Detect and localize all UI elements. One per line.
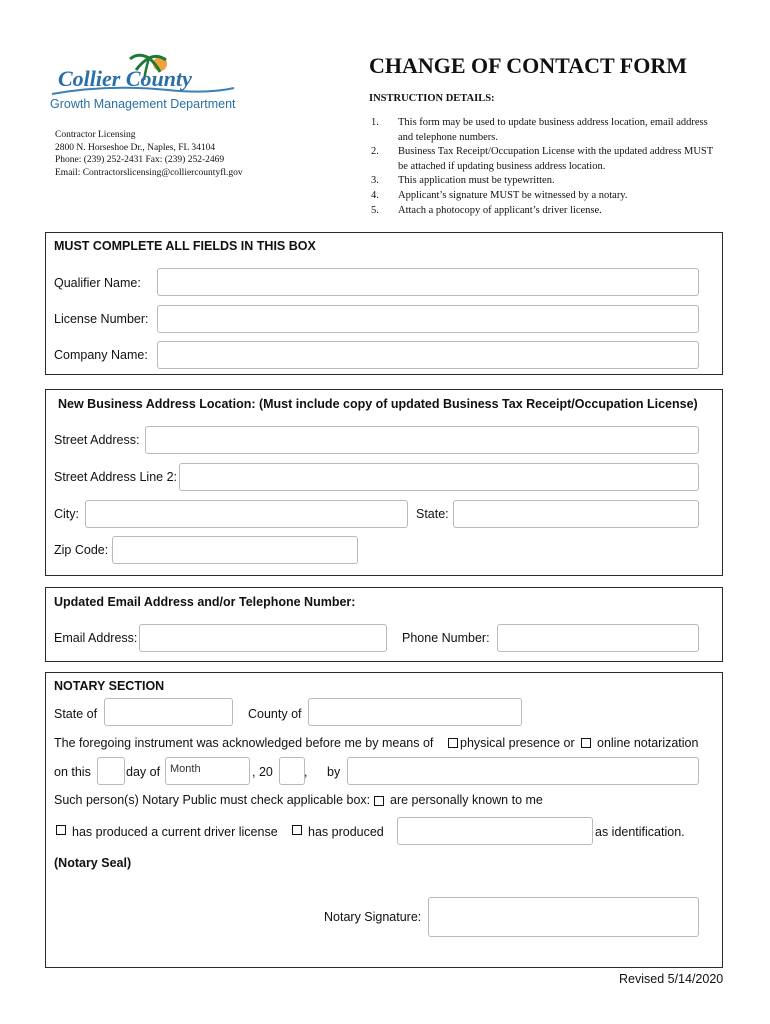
- instruction-text: This form may be used to update business address location, email address and telephone numbers.: [398, 117, 708, 143]
- email-address-label: Email Address:: [54, 631, 138, 645]
- year-field[interactable]: [279, 757, 308, 785]
- identification-type-field[interactable]: [397, 817, 593, 845]
- revision-date: Revised 5/14/2020: [619, 972, 724, 986]
- zip-code-label: Zip Code:: [54, 543, 109, 557]
- notary-seal-label: (Notary Seal): [54, 856, 132, 870]
- month-value: Month: [170, 763, 201, 775]
- address-line-4: Email: Contractorslicensing@colliercountyfl.gov: [55, 167, 243, 178]
- month-field[interactable]: [165, 757, 250, 785]
- street-address-line2-label: Street Address Line 2:: [54, 470, 177, 484]
- address-line-3: Phone: (239) 252-2431 Fax: (239) 252-2469: [55, 155, 225, 165]
- instruction-text: This application must be typewritten.: [398, 175, 555, 186]
- notary-signature-label: Notary Signature:: [324, 910, 422, 924]
- qualifier-name-field[interactable]: [157, 268, 699, 296]
- city-label: City:: [54, 507, 79, 521]
- office-address: [55, 129, 243, 179]
- online-notarization-label: online notarization: [597, 736, 699, 750]
- personally-known-label: are personally known to me: [390, 793, 543, 807]
- driver-license-label: has produced a current driver license: [72, 825, 278, 839]
- instruction-item-1: [371, 116, 721, 146]
- street-address-label: Street Address:: [54, 433, 140, 447]
- address-line-2: 2800 N. Horseshoe Dr., Naples, FL 34104: [55, 142, 216, 153]
- notary-state-field[interactable]: [104, 698, 233, 726]
- county-logo: [48, 50, 243, 116]
- address-line-1: Contractor Licensing: [55, 130, 136, 140]
- day-field[interactable]: [97, 757, 125, 785]
- logo-department: Growth Management Department: [50, 97, 236, 111]
- physical-presence-checkbox[interactable]: [448, 738, 458, 748]
- logo-name: Collier County: [58, 66, 192, 91]
- company-name-field[interactable]: [157, 341, 699, 369]
- online-notarization-checkbox[interactable]: [581, 738, 591, 748]
- phone-number-label: Phone Number:: [402, 631, 490, 645]
- state-field[interactable]: [453, 500, 699, 528]
- instruction-num: 5.: [371, 205, 379, 216]
- email-address-field[interactable]: [139, 624, 387, 652]
- instruction-text: Business Tax Receipt/Occupation License with the updated address MUST be attached if updating business address location.: [398, 146, 713, 172]
- personally-known-checkbox[interactable]: [374, 796, 384, 806]
- section3-heading: Updated Email Address and/or Telephone Number:: [54, 595, 356, 609]
- such-person-text: Such person(s) Notary Public must check applicable box:: [54, 793, 371, 807]
- on-this-label: on this: [54, 765, 91, 779]
- as-identification-label: as identification.: [595, 825, 685, 839]
- instruction-item-4: [371, 189, 721, 204]
- section1-heading: MUST COMPLETE ALL FIELDS IN THIS BOX: [54, 239, 316, 253]
- year-prefix-label: , 20: [252, 765, 273, 779]
- instruction-text: Attach a photocopy of applicant’s driver license.: [398, 205, 602, 216]
- license-number-label: License Number:: [54, 312, 149, 326]
- day-of-label: day of: [126, 765, 161, 779]
- year-comma: ,: [304, 765, 308, 779]
- instruction-num: 2.: [371, 146, 379, 157]
- instruction-num: 4.: [371, 190, 379, 201]
- notary-heading: NOTARY SECTION: [54, 679, 165, 693]
- notary-county-field[interactable]: [308, 698, 522, 726]
- license-number-field[interactable]: [157, 305, 699, 333]
- zip-code-field[interactable]: [112, 536, 358, 564]
- instruction-num: 3.: [371, 175, 379, 186]
- has-produced-label: has produced: [308, 825, 384, 839]
- has-produced-checkbox[interactable]: [292, 825, 302, 835]
- instruction-item-3: [371, 174, 721, 189]
- form-title: CHANGE OF CONTACT FORM: [369, 53, 687, 78]
- street-address-field[interactable]: [145, 426, 699, 454]
- instructions-heading: INSTRUCTION DETAILS:: [369, 93, 495, 104]
- notary-signature-field[interactable]: [428, 897, 699, 937]
- company-name-label: Company Name:: [54, 348, 148, 362]
- foregoing-text: The foregoing instrument was acknowledged before me by means of: [54, 736, 434, 750]
- instruction-item-2: [371, 145, 721, 175]
- physical-presence-label: physical presence or: [460, 736, 575, 750]
- instruction-num: 1.: [371, 117, 379, 128]
- by-label: by: [327, 765, 341, 779]
- city-field[interactable]: [85, 500, 408, 528]
- instruction-text: Applicant’s signature MUST be witnessed by a notary.: [398, 190, 628, 201]
- state-of-label: State of: [54, 707, 98, 721]
- state-label: State:: [416, 507, 449, 521]
- driver-license-checkbox[interactable]: [56, 825, 66, 835]
- street-address-line2-field[interactable]: [179, 463, 699, 491]
- qualifier-name-label: Qualifier Name:: [54, 276, 141, 290]
- county-of-label: County of: [248, 707, 302, 721]
- by-name-field[interactable]: [347, 757, 699, 785]
- phone-number-field[interactable]: [497, 624, 699, 652]
- section2-heading: New Business Address Location: (Must include copy of updated Business Tax Receipt/Occupation License): [58, 397, 698, 411]
- instruction-item-5: [371, 204, 721, 219]
